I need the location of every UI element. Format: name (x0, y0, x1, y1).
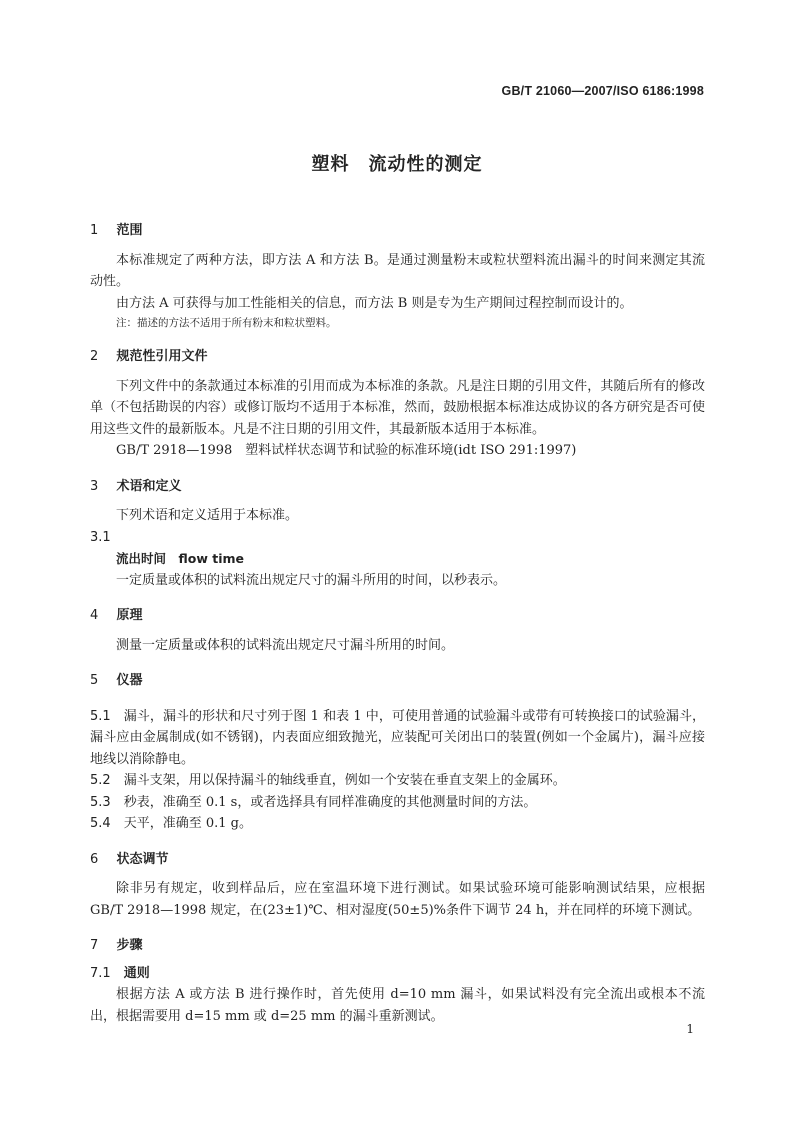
section-title: 原理 (116, 608, 143, 623)
section-number: 3 (90, 478, 99, 494)
page-number: 1 (686, 1022, 694, 1036)
clause-number: 5.4 (90, 816, 111, 831)
clause-text: 漏斗支架，用以保持漏斗的轴线垂直，例如一个安装在垂直支架上的金属环。 (123, 773, 566, 788)
section-heading-procedure (90, 935, 705, 957)
term-definition: 一定质量或体积的试料流出规定尺寸的漏斗所用的时间，以秒表示。 (116, 572, 507, 588)
section-heading-conditioning (90, 849, 705, 871)
clause-number: 5.1 (90, 708, 111, 724)
section-heading-terms (90, 476, 705, 498)
clause-text: 漏斗，漏斗的形状和尺寸列于图 1 和表 1 中，可使用普通的试验漏斗或带有可转换接口的试验漏斗，漏斗应由金属制成(如不锈钢)，内表面应细致抛光，应装配可关闭出口的装置(例如一个金属片)，漏斗应接地线以消除静电。 (90, 708, 705, 767)
subsection-title: 通则 (123, 965, 150, 981)
section-number: 2 (90, 349, 99, 364)
section-number: 6 (90, 851, 99, 867)
section-title: 状态调节 (116, 851, 169, 867)
section-title: 仪器 (116, 673, 143, 688)
section-number: 5 (90, 673, 99, 688)
section-title: 规范性引用文件 (116, 349, 208, 364)
note: 注：描述的方法不适用于所有粉末和粒状塑料。 (116, 317, 337, 329)
clause-text: 天平，准确至 0.1 g。 (123, 816, 252, 831)
reference-entry: GB/T 2918—1998 塑料试样状态调节和试验的标准环境(idt ISO 291:1997) (116, 443, 577, 458)
section-title: 范围 (116, 223, 143, 238)
clause-5-3 (90, 792, 705, 814)
section-number: 7 (90, 938, 99, 953)
clause-number: 5.2 (90, 773, 111, 788)
clause-5-4 (90, 813, 705, 835)
paragraph: 本标准规定了两种方法，即方法 A 和方法 B。是通过测量粉末或粒状塑料流出漏斗的时间来测定其流动性。 (90, 252, 705, 289)
section-heading-apparatus (90, 670, 705, 692)
section-heading-principle (90, 605, 705, 627)
document-body (90, 214, 705, 1027)
paragraph: 下列文件中的条款通过本标准的引用而成为本标准的条款。凡是注日期的引用文件，其随后所有的修改单（不包括勘误的内容）或修订版均不适用于本标准，然而，鼓励根据本标准达成协议的各方研究是否可使用这些文件的最新版本。凡是不注日期的引用文件，其最新版本适用于本标准。 (90, 378, 705, 437)
standard-code: GB/T 21060—2007/ISO 6186:1998 (501, 84, 704, 98)
paragraph: 除非另有规定，收到样品后，应在室温环境下进行测试。如果试验环境可能影响测试结果，应根据 GB/T 2918—1998 规定，在(23±1)℃、相对湿度(50±5)%条件下调节 24 h，并在同样的环境下测试。 (90, 881, 705, 918)
document-title: 塑料 流动性的测定 (311, 154, 483, 175)
paragraph: 根据方法 A 或方法 B 进行操作时，首先使用 d=10 mm 漏斗，如果试料没有完全流出或根本不流出，根据需要用 d=15 mm 或 d=25 mm 的漏斗重新测试。 (90, 987, 705, 1024)
clause-5-2 (90, 770, 705, 792)
paragraph: 下列术语和定义适用于本标准。 (116, 508, 299, 523)
subsection-heading-general (90, 963, 705, 985)
section-heading-scope (90, 220, 705, 242)
paragraph: 由方法 A 可获得与加工性能相关的信息，而方法 B 则是专为生产期间过程控制而设计的。 (116, 295, 633, 311)
section-number: 4 (90, 608, 99, 623)
section-number: 1 (90, 223, 99, 238)
term-name: 流出时间 flow time (116, 551, 245, 566)
subsection-number: 7.1 (90, 965, 111, 981)
clause-text: 秒表，准确至 0.1 s，或者选择具有同样准确度的其他测量时间的方法。 (123, 794, 537, 810)
term-number: 3.1 (90, 529, 111, 545)
section-title: 术语和定义 (116, 478, 182, 494)
clause-number: 5.3 (90, 794, 111, 810)
clause-5-1 (90, 706, 705, 771)
paragraph: 测量一定质量或体积的试料流出规定尺寸漏斗所用的时间。 (116, 637, 455, 653)
section-heading-normative-references (90, 346, 705, 368)
section-title: 步骤 (116, 938, 143, 953)
